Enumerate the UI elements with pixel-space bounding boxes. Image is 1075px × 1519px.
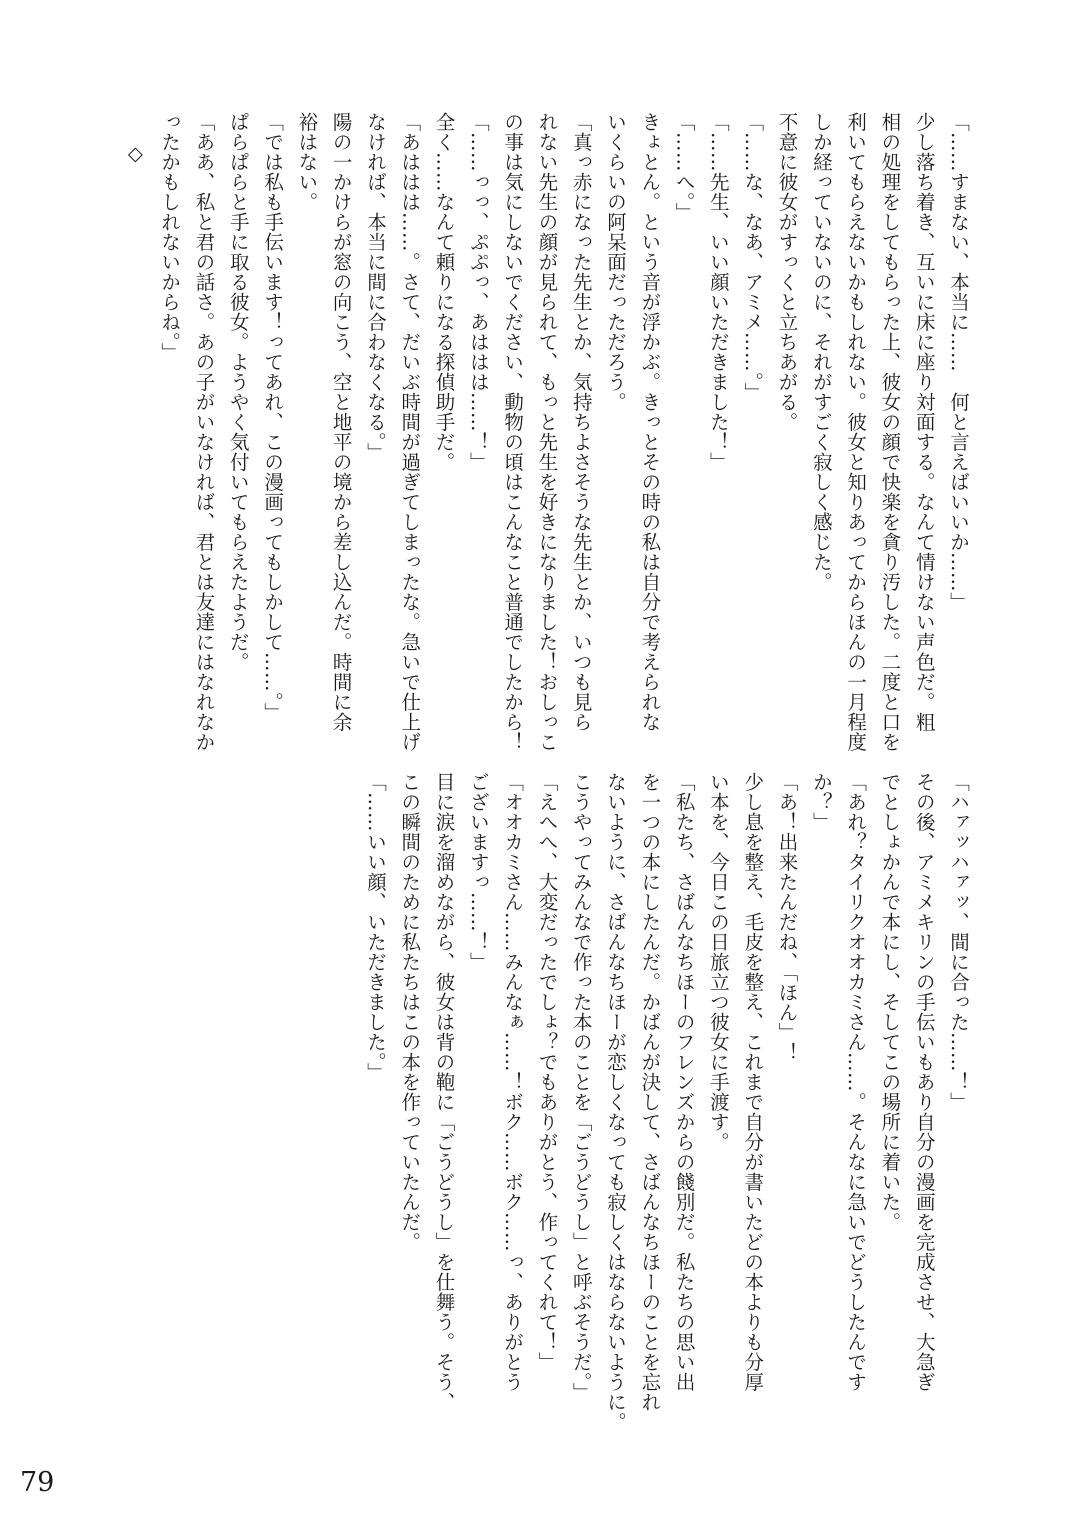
text-line: 裕はない。	[295, 112, 319, 212]
text-line: か？」	[809, 772, 833, 832]
text-line: 「私たち、さばんなちほーのフレンズからの餞別だ。私たちの思い出	[672, 772, 696, 1392]
text-line: 「オオカミさん……みんなぁ……！ボク……ボク……っ、ありがとう	[501, 772, 525, 1392]
text-line: ございますっ……！」	[466, 772, 490, 972]
text-line: 相の処理をしてもらった上、彼女の顔で快楽を貪り汚した。二度と口を	[878, 112, 902, 752]
text-column-bottom	[295, 772, 975, 1432]
text-line: なければ、本当に間に合わなくなる。」	[363, 112, 387, 463]
text-line: その後、アミメキリンの手伝いもあり自分の漫画を完成させ、大急ぎ	[912, 772, 936, 1392]
text-line: の事は気にしないでください、動物の頃はこんなこと普通でしたから！	[501, 112, 525, 752]
text-column-top	[85, 112, 975, 752]
text-line: ないように、さばんなちほーが恋しくなっても寂しくはならないように。	[604, 772, 628, 1432]
text-line: 「あれ？タイリクオオカミさん……。そんなに急いでどうしたんです	[844, 772, 868, 1392]
text-line: 「……いい顔、いただきました。」	[363, 772, 387, 1083]
text-line: 目に涙を溜めながら、彼女は背の鞄に「ごうどうし」を仕舞う。そう、	[432, 772, 456, 1412]
text-line: 「……っっ、ぷぷっ、あははは……！」	[466, 112, 490, 472]
text-line: ぱらぱらと手に取る彼女。ようやく気付いてもらえたようだ。	[226, 112, 250, 672]
text-line: 「ああ、私と君の話さ。あの子がいなければ、君とは友達にはなれなか	[192, 112, 216, 752]
text-line: 「では私も手伝います！ってあれ、この漫画ってもしかして……。」	[261, 112, 285, 723]
text-line: こうやってみんなで作った本のことを「ごうどうし」と呼ぶそうだ。」	[569, 772, 593, 1403]
text-line: 「えへへ、大変だったでしょ？でもありがとう、作ってくれて！」	[535, 772, 559, 1372]
text-line: でとしょかんで本にし、そしてこの場所に着いた。	[878, 772, 902, 1232]
text-line: 少し息を整え、毛皮を整え、これまで自分が書いたどの本よりも分厚	[741, 772, 765, 1392]
text-line: を一つの本にしたんだ。かばんが決して、さばんなちほーのことを忘れ	[638, 772, 662, 1412]
page-number: 79	[20, 1467, 55, 1498]
text-line: いくらいの阿呆面だっただろう。	[604, 112, 628, 412]
text-line: 「……先生、いい顔いただきました！」	[706, 112, 730, 472]
text-line: 「ハァッハァッ、間に合った……！」	[947, 772, 970, 1112]
text-line: 陽の一かけらが窓の向こう、空と地平の境から差し込んだ。時間に余	[329, 112, 353, 732]
text-line: 「あははは……。さて、だいぶ時間が過ぎてしまったな。急いで仕上げ	[398, 112, 422, 752]
text-line: ったかもしれないからね。」	[158, 112, 182, 363]
text-line: 少し落ち着き、互いに床に座り対面する。なんて情けない声色だ。粗	[912, 112, 936, 732]
text-line: 「真っ赤になった先生とか、気持ちよさそうな先生とか、いつも見ら	[569, 112, 593, 732]
text-line: 不意に彼女がすっくと立ちあがる。	[775, 112, 799, 432]
text-line: 「……すまない、本当に…… 何と言えばいいか……」	[947, 112, 970, 612]
text-line: しか経っていないのに、それがすごく寂しく感じた。	[809, 112, 833, 592]
text-line: 「……な、なあ、アミメ……。」	[741, 112, 765, 403]
section-divider-diamond: ◇	[123, 142, 147, 166]
text-line: 「あ！出来たんだね、「ほん」！	[775, 772, 799, 1063]
text-line: 「……へ。」	[672, 112, 696, 223]
text-line: れない先生の顔が見られて、もっと先生を好きになりました！おしっこ	[535, 112, 559, 752]
text-line: い本を、今日この日旅立つ彼女に手渡す。	[706, 772, 730, 1152]
text-line: きょとん。という音が浮かぶ。きっとその時の私は自分で考えられな	[638, 112, 662, 732]
text-line: 全く……なんて頼りになる探偵助手だ。	[432, 112, 456, 472]
text-line: この瞬間のために私たちはこの本を作っていたんだ。	[398, 772, 422, 1252]
text-line: 利いてもらえないかもしれない。彼女と知りあってからほんの一月程度	[844, 112, 868, 752]
